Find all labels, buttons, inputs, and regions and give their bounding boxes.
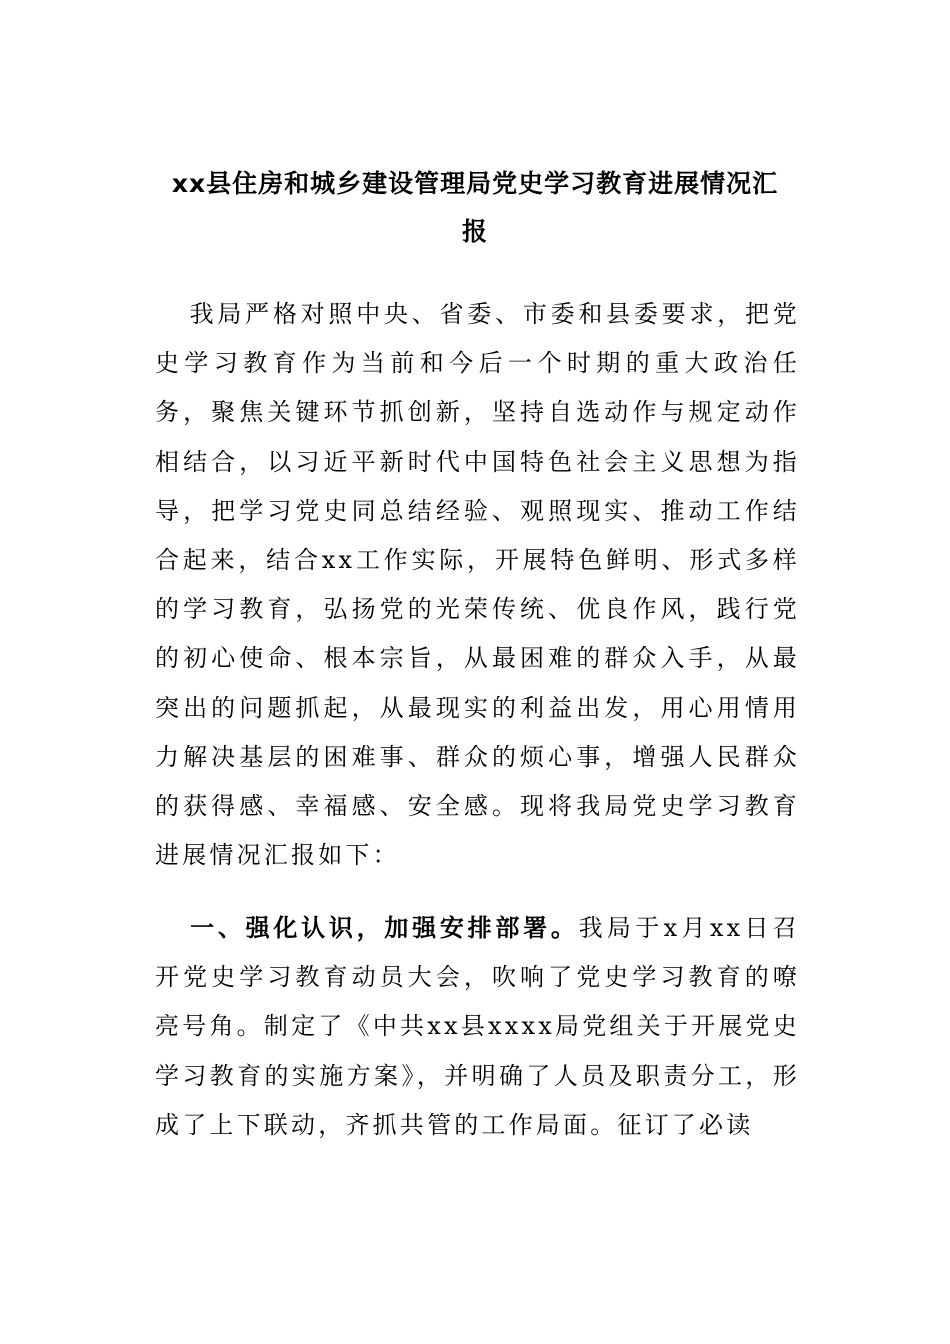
intro-paragraph-text: 我局严格对照中央、省委、市委和县委要求，把党史学习教育作为当前和今后一个时期的重大政治任务，聚焦关键环节抓创新，坚持自选动作与规定动作相结合，以习近平新时代中国特色社会主义思想为指导，把学习党史同总结经验、观照现实、推动工作结合起来，结合xx工作实际，开展特色鲜明、形式多样的学习教育，弘扬党的光荣传统、优良作风，践行党的初心使命、根本宗旨，从最困难的群众入手，从最突出的问题抓起，从最现实的利益出发，用心用情用力解决基层的困难事、群众的烦心事，增强人民群众的获得感、幸福感、安全感。现将我局党史学习教育进展情况汇报如下：: [155, 300, 800, 870]
section-1-text: 我局于x月xx日召开党史学习教育动员大会，吹响了党史学习教育的嘹亮号角。制定了《中共xx县xxxx局党组关于开展党史学习教育的实施方案》，并明确了人员及职责分工，形成了上下联动，齐抓共管的工作局面。征订了必读: [155, 914, 800, 1139]
title-line-1: xx县住房和城乡建设管理局党史学习教育进展情况汇: [171, 169, 779, 198]
intro-paragraph: [155, 290, 800, 880]
section-1-paragraph: [155, 904, 800, 1150]
section-1-heading: 一、强化认识，加强安排部署。: [189, 914, 579, 942]
document-title: [150, 160, 800, 256]
title-line-2: 报: [461, 217, 488, 246]
